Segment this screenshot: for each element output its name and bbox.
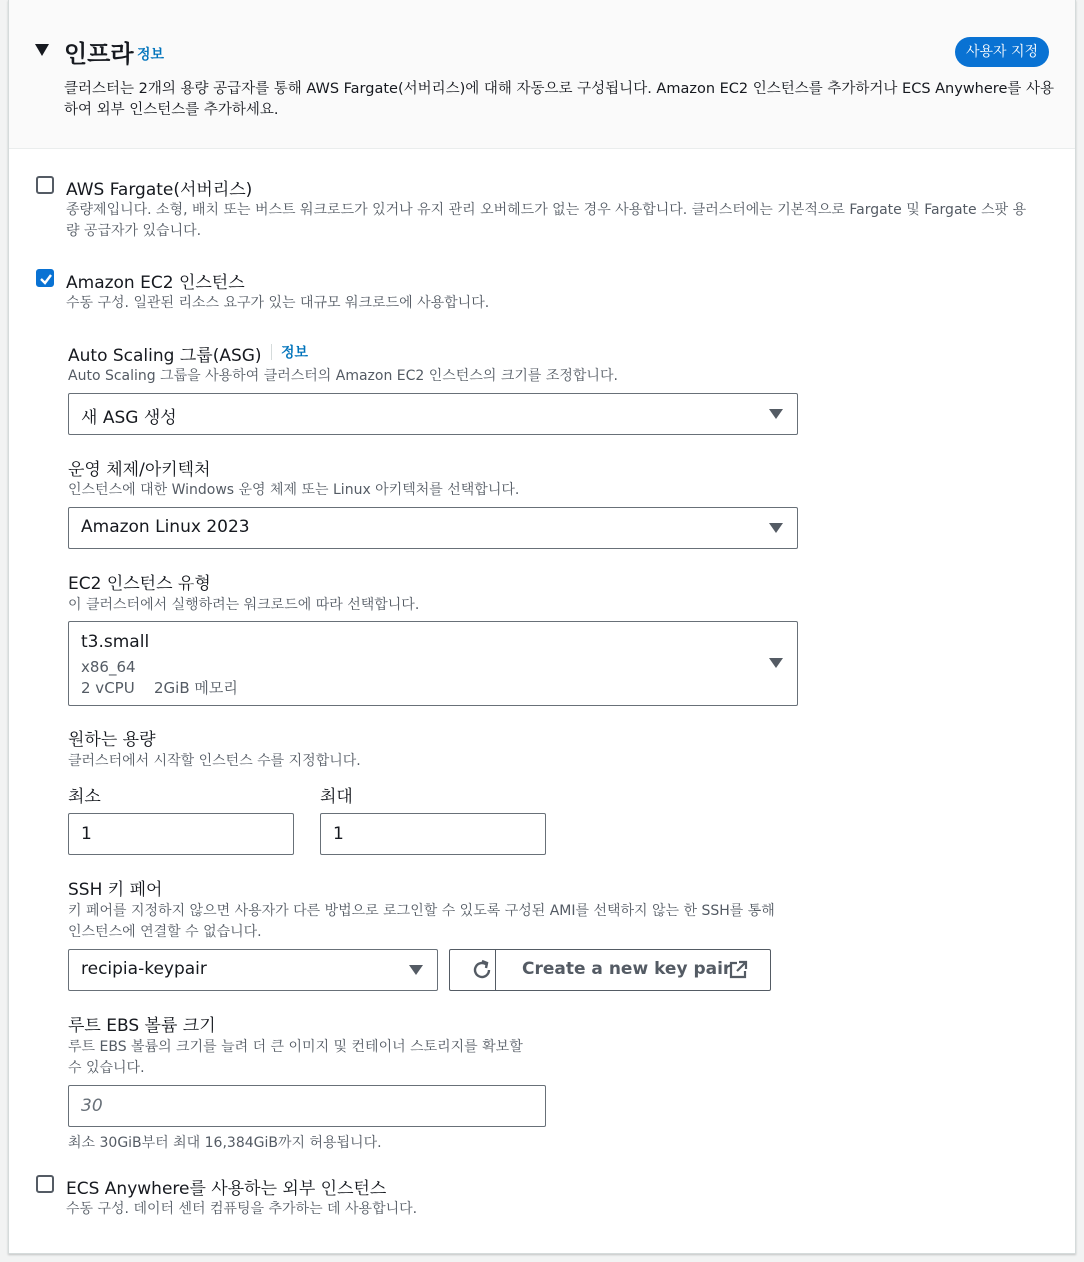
asg-select-value: 새 ASG 생성 xyxy=(81,408,177,428)
asg-info-link[interactable]: 정보 xyxy=(281,345,309,361)
ssh-keypair-value: recipia-keypair xyxy=(81,959,207,979)
asg-description: Auto Scaling 그룹을 사용하여 클러스터의 Amazon EC2 인스턴스의 크기를 조정합니다. xyxy=(68,368,618,384)
fargate-description-line2: 량 공급자가 있습니다. xyxy=(66,223,202,239)
ssh-description-line2: 인스턴스에 연결할 수 없습니다. xyxy=(68,924,262,940)
external-link-icon xyxy=(728,960,748,980)
ec2-label: Amazon EC2 인스턴스 xyxy=(66,273,245,293)
checkmark-icon xyxy=(39,272,53,286)
infrastructure-panel xyxy=(8,0,1076,1254)
capacity-label: 원하는 용량 xyxy=(68,730,156,750)
fargate-description-line1: 종량제입니다. 소형, 배치 또는 버스트 워크로드가 있거나 유지 관리 오버헤드가 없는 경우 사용합니다. 클러스터에는 기본적으로 Fargate 및 Fargate 스팟 용 xyxy=(66,202,1027,218)
ssh-keypair-select[interactable] xyxy=(68,949,438,991)
anywhere-checkbox[interactable] xyxy=(36,1175,54,1193)
ebs-label: 루트 EBS 볼륨 크기 xyxy=(68,1016,216,1036)
create-key-pair-button[interactable] xyxy=(449,949,771,991)
caret-down-icon[interactable] xyxy=(35,44,49,56)
caret-down-icon xyxy=(769,409,783,419)
fargate-label: AWS Fargate(서버리스) xyxy=(66,180,253,200)
asg-select[interactable] xyxy=(68,393,798,435)
fargate-checkbox[interactable] xyxy=(36,176,54,194)
capacity-min-input[interactable]: 1 xyxy=(68,813,294,855)
ec2-checkbox[interactable] xyxy=(36,269,54,287)
anywhere-label: ECS Anywhere를 사용하는 외부 인스턴스 xyxy=(66,1179,387,1199)
ec2-description: 수동 구성. 일관된 리소스 요구가 있는 대규모 워크로드에 사용합니다. xyxy=(66,295,490,311)
info-link[interactable]: 정보 xyxy=(137,47,165,63)
capacity-max-label: 최대 xyxy=(320,787,353,807)
instance-type-select[interactable] xyxy=(68,621,798,706)
header-description-line1: 클러스터는 2개의 용량 공급자를 통해 AWS Fargate(서버리스)에 대해 자동으로 구성됩니다. Amazon EC2 인스턴스를 추가하거나 ECS Anywhere를 사용 xyxy=(64,81,1054,97)
refresh-icon xyxy=(470,958,494,982)
ebs-description-line2: 수 있습니다. xyxy=(68,1060,145,1076)
ebs-description-line1: 루트 EBS 볼륨의 크기를 늘려 더 큰 이미지 및 컨테이너 스토리지를 확보할 xyxy=(68,1039,523,1055)
os-label: 운영 체제/아키텍처 xyxy=(68,460,211,480)
anywhere-description: 수동 구성. 데이터 센터 컴퓨팅을 추가하는 데 사용합니다. xyxy=(66,1201,418,1217)
refresh-button[interactable] xyxy=(450,950,496,990)
instance-type-vcpu: 2 vCPU xyxy=(81,679,135,697)
panel-header xyxy=(9,0,1075,149)
capacity-description: 클러스터에서 시작할 인스턴스 수를 지정합니다. xyxy=(68,753,361,769)
instance-type-label: EC2 인스턴스 유형 xyxy=(68,574,211,594)
separator xyxy=(271,344,272,360)
create-key-pair-label: Create a new key pair xyxy=(522,959,732,979)
os-select[interactable] xyxy=(68,507,798,549)
caret-down-icon xyxy=(409,965,423,975)
header-description-line2: 하여 외부 인스턴스를 추가하세요. xyxy=(64,102,279,118)
asg-label: Auto Scaling 그룹(ASG) xyxy=(68,346,262,366)
caret-down-icon xyxy=(769,523,783,533)
custom-badge: 사용자 지정 xyxy=(955,37,1049,67)
ebs-size-input[interactable]: 30 xyxy=(68,1085,546,1127)
instance-type-value: t3.small xyxy=(81,632,150,652)
ssh-label: SSH 키 페어 xyxy=(68,880,163,900)
os-description: 인스턴스에 대한 Windows 운영 체제 또는 Linux 아키텍처를 선택합니다. xyxy=(68,482,520,498)
instance-type-memory: 2GiB 메모리 xyxy=(154,679,238,697)
os-select-value: Amazon Linux 2023 xyxy=(81,517,250,537)
ssh-description-line1: 키 페어를 지정하지 않으면 사용자가 다른 방법으로 로그인할 수 있도록 구성된 AMI를 선택하지 않는 한 SSH를 통해 xyxy=(68,903,775,919)
instance-type-arch: x86_64 xyxy=(81,658,136,676)
instance-type-description: 이 클러스터에서 실행하려는 워크로드에 따라 선택합니다. xyxy=(68,597,420,613)
panel-title: 인프라 xyxy=(64,40,134,68)
ebs-constraint: 최소 30GiB부터 최대 16,384GiB까지 허용됩니다. xyxy=(68,1135,382,1151)
capacity-max-input[interactable]: 1 xyxy=(320,813,546,855)
caret-down-icon xyxy=(769,658,783,668)
capacity-min-label: 최소 xyxy=(68,787,101,807)
